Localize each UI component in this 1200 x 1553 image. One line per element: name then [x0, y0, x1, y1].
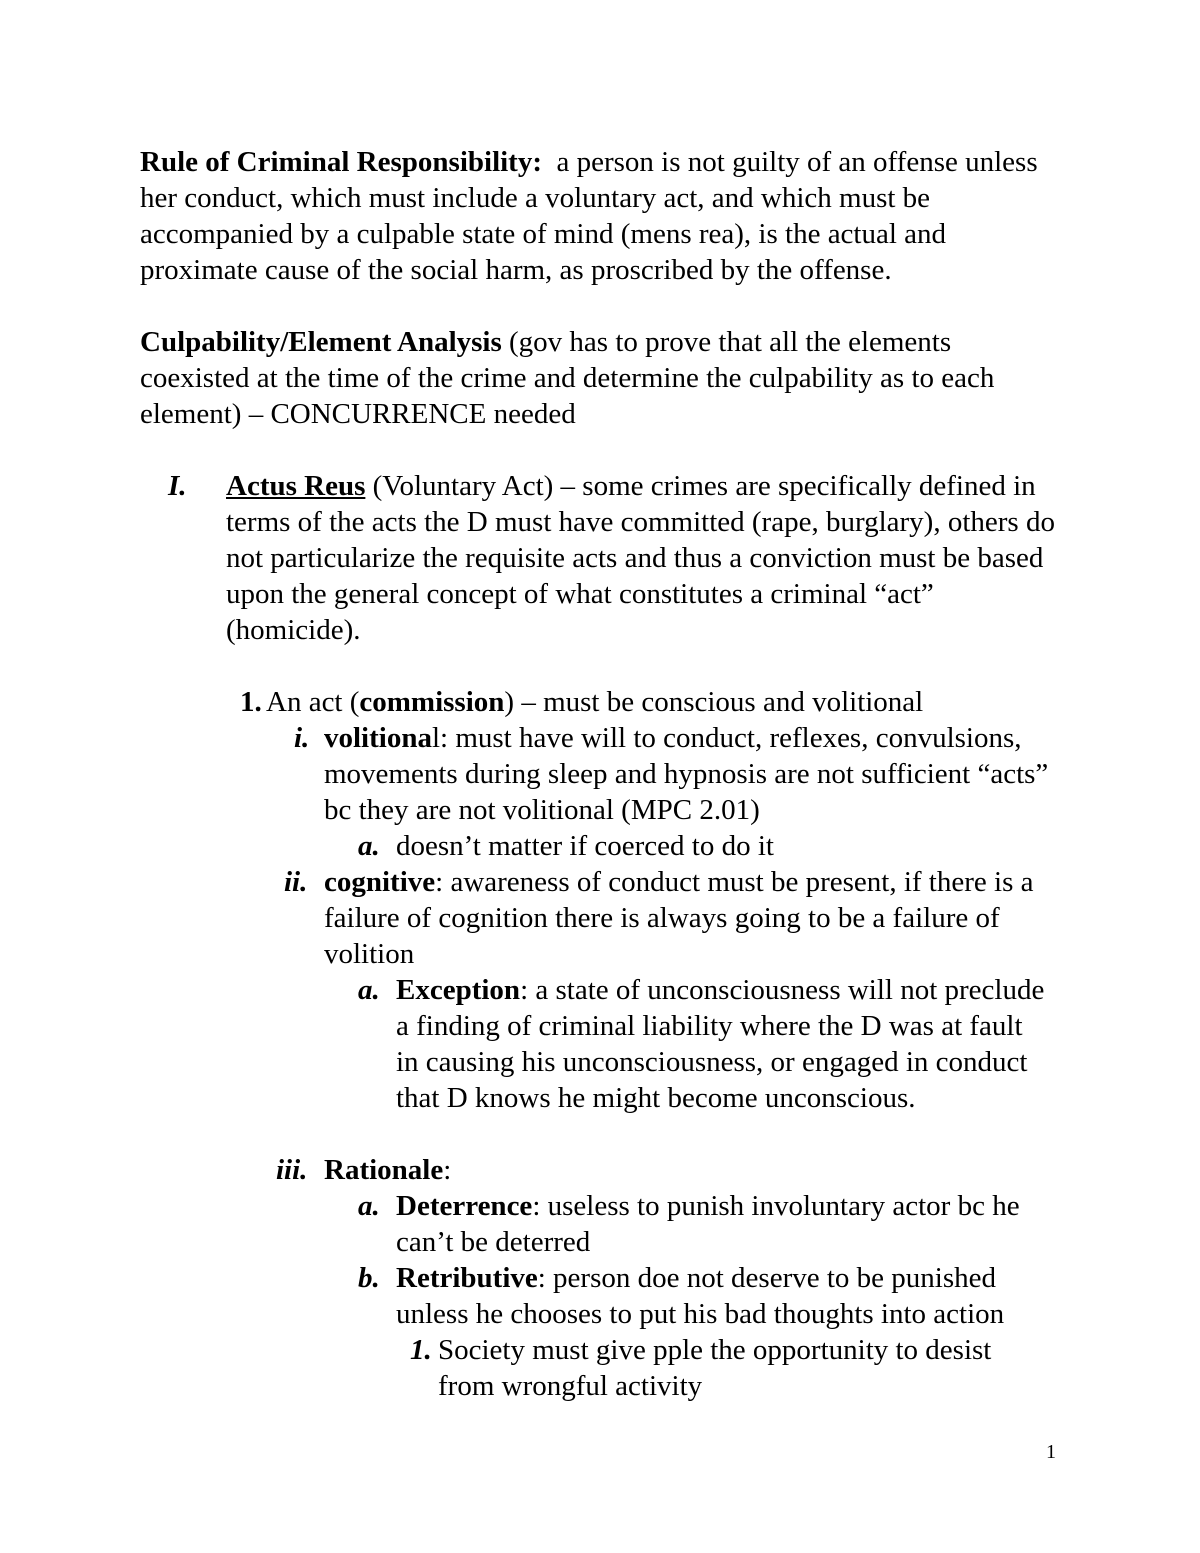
- item-i-body: l: must have will to conduct, reflexes, convulsions, movements during sleep and hypnosis are not sufficient “acts” bc they are not volitional (MPC 2.01): [324, 722, 1049, 826]
- section-body: (Voluntary Act) – some crimes are specifically defined in terms of the acts the D must have committed (rape, burglary), others do not particularize the requisite acts and thus a conviction must be based upon the general concept of what constitutes a criminal “act” (homicide).: [226, 470, 1055, 646]
- item-ii-a-body: : a state of unconsciousness will not preclude a finding of criminal liability where the D was at fault in causing his unconsciousness, or engaged in conduct that D knows he might become unconscious.: [396, 974, 1045, 1114]
- item-rationale: [272, 1152, 1062, 1188]
- item-i-a-body: doesn’t matter if coerced to do it: [396, 830, 774, 862]
- item-iii-b-1-marker: 1.: [410, 1334, 432, 1366]
- item-cognitive: [280, 864, 1070, 972]
- rule-body: a person is not guilty of an offense unless her conduct, which must include a voluntary act, and which must be accompanied by a culpable state of mind (mens rea), is the actual and proximate cause of the social harm, as proscribed by the offense.: [140, 146, 1038, 286]
- item-iii-a-bold: Deterrence: [396, 1190, 533, 1222]
- item-ii-body: : awareness of conduct must be present, if there is a failure of cognition there is always going to be a failure of volition: [324, 866, 1034, 970]
- item-volitional: [290, 720, 1070, 828]
- item-ii-a-bold: Exception: [396, 974, 521, 1006]
- item-1-lead: An act (: [266, 686, 360, 718]
- culpability-paragraph: [140, 324, 1060, 432]
- item-1-tail: ) – must be conscious and volitional: [504, 686, 924, 718]
- rule-heading: Rule of Criminal Responsibility:: [140, 146, 542, 178]
- section-actus-reus: [140, 468, 1070, 648]
- item-coerced: [358, 828, 1058, 864]
- item-ii-marker: ii.: [284, 866, 308, 898]
- item-iii-a-marker: a.: [358, 1190, 380, 1222]
- item-society-opportunity: [410, 1332, 1060, 1404]
- item-i-bold: volitiona: [324, 722, 432, 754]
- item-deterrence: [358, 1188, 1058, 1260]
- culpability-heading: Culpability/Element Analysis: [140, 326, 502, 358]
- item-1-marker: 1.: [240, 686, 262, 718]
- item-1-bold: commission: [359, 686, 505, 718]
- item-iii-b-marker: b.: [358, 1262, 380, 1294]
- item-iii-a-body: : useless to punish involuntary actor bc he can’t be deterred: [396, 1190, 1020, 1258]
- item-iii-body: :: [443, 1154, 452, 1186]
- item-i-marker: i.: [294, 722, 310, 754]
- item-iii-marker: iii.: [276, 1154, 308, 1186]
- item-iii-b-bold: Retributive: [396, 1262, 538, 1294]
- page-number: 1: [1046, 1441, 1056, 1463]
- item-ii-a-marker: a.: [358, 974, 380, 1006]
- rule-paragraph: [140, 144, 1060, 288]
- item-act-commission: [240, 684, 1040, 720]
- item-iii-b-body: : person doe not deserve to be punished unless he chooses to put his bad thoughts into action: [396, 1262, 1005, 1330]
- item-iii-b-1-body: Society must give pple the opportunity to desist from wrongful activity: [438, 1334, 992, 1402]
- culpability-body: (gov has to prove that all the elements coexisted at the time of the crime and determine the culpability as to each element) – CONCURRENCE needed: [140, 326, 995, 430]
- item-iii-bold: Rationale: [324, 1154, 444, 1186]
- item-retributive: [358, 1260, 1068, 1332]
- section-marker: I.: [168, 470, 187, 502]
- item-i-a-marker: a.: [358, 830, 380, 862]
- item-ii-bold: cognitive: [324, 866, 436, 898]
- item-exception: [358, 972, 1058, 1116]
- section-title: Actus Reus: [226, 470, 366, 502]
